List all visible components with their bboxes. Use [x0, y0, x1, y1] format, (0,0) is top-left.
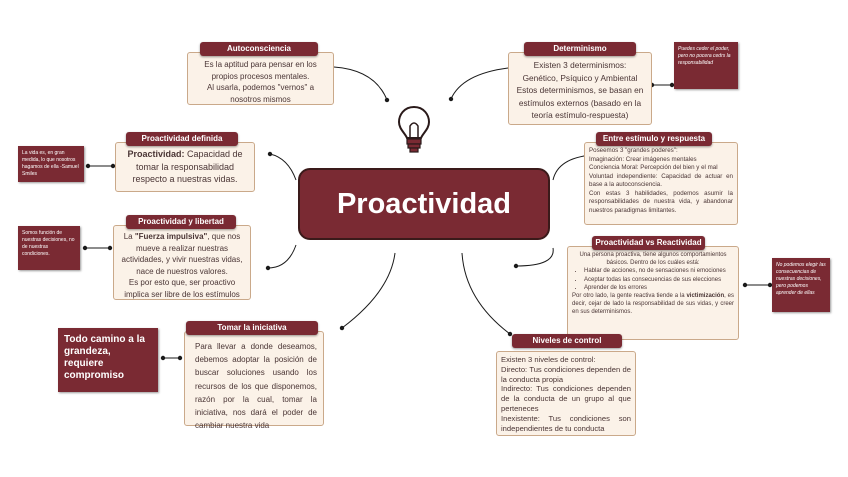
libertad-bold: "Fuerza impulsiva" [134, 232, 208, 241]
autoconsciencia-line: nosotros mismos [230, 94, 291, 104]
iniciativa-quote: Todo camino a la grandeza, requiere compromiso [58, 328, 158, 392]
libertad-box [113, 225, 251, 300]
reactividad-intro: Una persona proactiva, tiene algunos comportamientos básicos. Dentro de los cuáles está: [579, 252, 727, 267]
definida-box [115, 142, 255, 192]
estimulo-line: Con estas 3 habilidades, podemos asumir la responsabilidades de nuestra vida, y abandonar nuestros paradigmas limitantes. [589, 189, 733, 214]
reactividad-quote: No podemos elegir las consecuencias de nuestras decisiones, pero podemos aprender de ellas [772, 258, 830, 312]
connector-definida [270, 154, 296, 180]
libertad-paragraph [119, 231, 245, 277]
reactividad-bullet: • Aceptar todas las consecuencias de sus elecciones [584, 276, 734, 284]
definida-text: Capacidad de tomar la responsabilidad respecto a nuestras vidas. [132, 149, 243, 184]
autoconsciencia-line: Al usarla, podemos "vernos" a [206, 83, 315, 92]
reactividad-outro-bold: victimización [686, 293, 725, 300]
estimulo-line: Poseemos 3 "grandes poderes": [589, 147, 678, 154]
estimulo-box [584, 142, 738, 225]
reactividad-box [567, 246, 739, 340]
determinismo-box [508, 52, 652, 125]
autoconsciencia-line: propios procesos mentales. [211, 71, 310, 81]
reactividad-header: Proactividad vs Reactividad [592, 236, 705, 250]
reactividad-bullet: • Aprender de los errores [584, 284, 734, 292]
niveles-box [496, 351, 636, 436]
reactividad-list [572, 267, 734, 292]
autoconsciencia-header: Autoconsciencia [200, 42, 318, 56]
determinismo-header: Determinismo [524, 42, 636, 56]
determinismo-quote: Puedes ceder el poder, pero no pocera cedrs la responsabilidad [674, 42, 738, 89]
libertad-text2: Es por esto que, ser proactivo implica ser libre de los estímulos [124, 278, 240, 299]
niveles-line: Existen 3 niveles de control: [501, 355, 596, 364]
libertad-prefix: La [123, 232, 135, 241]
connector-iniciativa [342, 253, 395, 328]
reactividad-outro [572, 292, 734, 317]
connector-autoconsciencia [334, 67, 387, 100]
connector-reactividad [516, 248, 553, 266]
estimulo-line: Imaginación: Crear imágenes mentales [589, 155, 697, 163]
reactividad-bullet: • Hablar de acciones, no de sensaciones ni emociones [584, 267, 734, 275]
libertad-header: Proactividad y libertad [126, 215, 236, 229]
main-title: Proactividad [298, 168, 550, 240]
niveles-line: Indirecto: Tus condiciones dependen de la conducta de un grupo al que perteneces [501, 384, 631, 413]
niveles-header: Niveles de control [512, 334, 622, 348]
definida-quote: La vida es, en gran medida, lo que nosotros hagamos de ella -Samuel Smiles [18, 146, 84, 182]
definida-label: Proactividad: [127, 149, 185, 159]
estimulo-header: Entre estímulo y respuesta [596, 132, 712, 146]
estimulo-line: Voluntad independiente: Capacidad de actuar en base a la autoconsciencia. [589, 172, 733, 188]
determinismo-line: teoría estímulo-respuesta) [531, 110, 629, 120]
niveles-line: Directo: Tus condiciones dependen de la conducta propia [501, 364, 631, 384]
estimulo-line: Conciencia Moral: Percepción del bien y el mal [589, 164, 718, 171]
determinismo-line: Genético, Psíquico y Ambiental [522, 72, 638, 83]
reactividad-outro-a: Por otro lado, la gente reactiva tiende a la [572, 293, 687, 300]
autoconsciencia-line: Es la aptitud para pensar en los [204, 60, 317, 69]
libertad-quote: Somos función de nuestras decisiones, no de nuestras condiciones. [18, 226, 80, 270]
determinismo-line: Estos determinismos, se basan en [516, 85, 644, 95]
determinismo-line: estímulos externos (basado en la [518, 97, 642, 108]
niveles-line: Inexistente: Tus condiciones son independientes de tu conducta [501, 413, 631, 433]
definida-header: Proactividad definida [126, 132, 238, 146]
connector-niveles [462, 253, 510, 334]
lightbulb-icon [396, 104, 432, 156]
iniciativa-text: Para llevar a donde deseamos, debemos adoptar la posición de buscar soluciones usando los recursos de los que disponemos, razón por la cual, tomar la iniciativa, nos dará el poder de cambiar nuestra vida [195, 342, 317, 431]
connector-determinismo [451, 68, 508, 99]
autoconsciencia-box [187, 52, 334, 105]
reactividad-outro-b: , es decir, cejar de lado la responsabilidad de sus vidas, y creer en sus determinismos. [572, 293, 735, 316]
iniciativa-header: Tomar la iniciativa [186, 321, 318, 335]
connector-libertad [268, 245, 296, 268]
iniciativa-box [184, 331, 324, 431]
libertad-text: , que nos mueve a realizar nuestras actividades, y vivir nuestras vidas, nace de nuestros valores. [121, 232, 243, 276]
determinismo-line: Existen 3 determinismos: [533, 60, 627, 70]
